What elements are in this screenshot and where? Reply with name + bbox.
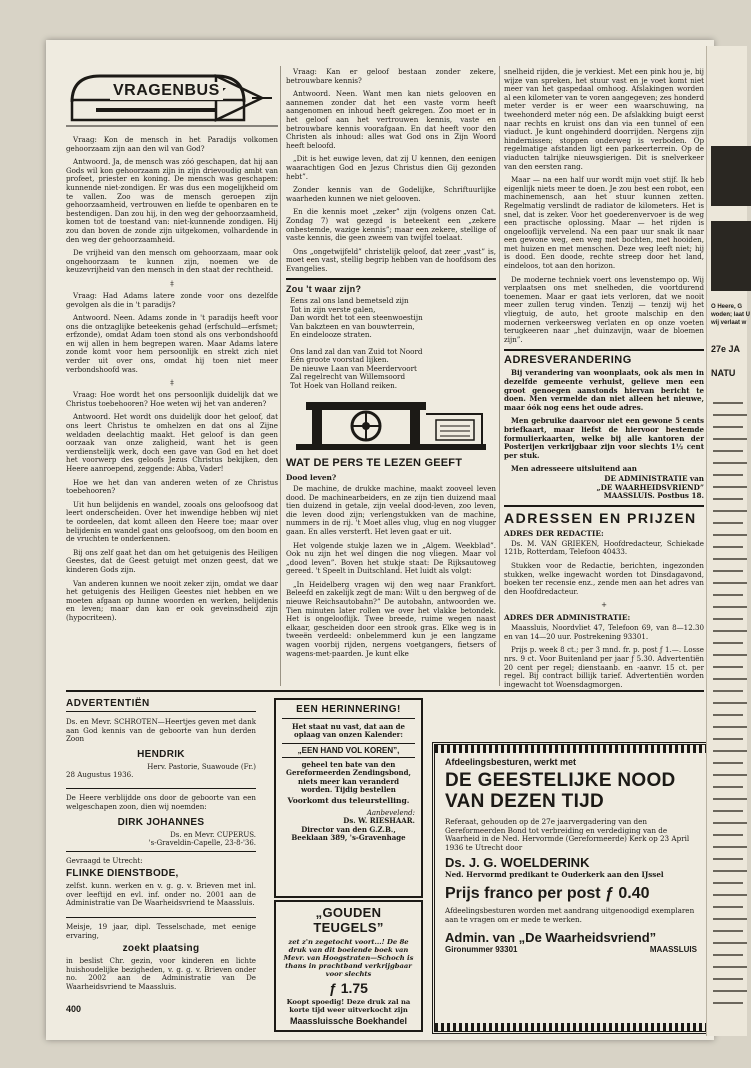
notice-text: Bij verandering van woonplaats, ook als men in dezelfde gemeente verhuist, gelieve men een groot genoegen aanstonds hiervan bericht te doen. Men vermelde dan niet alleen het nieuwe, maar óók nog eens het oude adres. (504, 368, 704, 412)
poem-line: Ons land zal dan van Zuid tot Noord (290, 346, 423, 356)
text-line (713, 570, 743, 572)
text-line (713, 534, 747, 536)
ad-text: zelfst. kunn. werken en v. g. g. v. Brieven met inl. over leeftijd en evl. inf. onder no. 2001 aan de Administratie van De Waarheidsvriend te Maassluis. (66, 881, 256, 908)
poem-line: Van bakzteen en van bouwterrein, (290, 321, 415, 331)
poem-line: Tot Hoek van Holland reiken. (290, 380, 397, 390)
job-ad (66, 855, 256, 918)
column-rule (499, 66, 500, 686)
ad-text: Meisje, 19 jaar, dipl. Tesselschade, met eenige ervaring, (66, 921, 256, 940)
gouden-teugels-ad (274, 900, 423, 1032)
vragenbus-logo (66, 68, 278, 130)
text-line (713, 978, 743, 980)
poem-line: En eindelooze straten. (290, 330, 372, 340)
text-line (713, 558, 747, 560)
text-line (713, 462, 747, 464)
masthead-fragment (711, 221, 751, 291)
ad-text: Referaat, gehouden op de 27e jaarvergadering van den Gereformeerden Bond tot verbreiding en verdediging van de Waarheid in de Ned. Hervormde (Gereformeerde) Kerk op 23 April 1936 te Utrecht door (445, 817, 690, 852)
notice-signature: „DE WAARHEIDSVRIEND” (596, 482, 704, 492)
text-line (713, 546, 743, 548)
text-line (713, 498, 743, 500)
birth-announcement (66, 716, 256, 789)
speaker-name: Ds. J. G. WOELDERINK (445, 855, 590, 871)
ad-text: Ds. en Mevr. SCHROTEN—Heertjes geven met dank aan God kennis van de geboorte van hun derden Zoon (66, 717, 256, 744)
text-line (713, 834, 743, 836)
text-line (713, 942, 747, 944)
giro-row (445, 945, 697, 954)
text-line (713, 786, 743, 788)
text-line (713, 954, 743, 956)
next-page-text: O Heere, G (711, 304, 743, 310)
text-line (713, 738, 743, 740)
decorative-border (435, 1023, 707, 1031)
bookshop-name: Maassluissche Boekhandel (289, 1016, 408, 1026)
plus-icon: + (601, 601, 607, 610)
giro-number: Gironummer 93301 (445, 945, 518, 955)
text-line (713, 402, 743, 404)
answer-text: Zonder kennis van de Godelijke, Schriftuurlijke waarheden kunnen we niet gelooven. (286, 185, 496, 203)
answer-text: Antwoord. Ja, de mensch was zóó geschapen, dat hij aan Gods wil kon gehoorzaam zijn in zijn drievoudig ambt van profeet, priester en koning. De mensch was geschapen: kunnende niet-zondigen. Er was dus een mogelijkheid om te vallen. Zoo was de mensch geroepen zijn gehoorzaamheid, vertrouwen en liefde te openbaren en te bestendigen. Dan zou hij, in den weg der gehoorzaamheid, komen tot de toestand van: niet-kunnende zondigen. Hij zou dan boven de zonde zijn uitgekomen, volhardende in den weg der gehoorzaamheid. (66, 157, 278, 244)
book-price: ƒ 1.75 (329, 980, 368, 996)
next-page-text: wij verlaat w (711, 320, 747, 326)
column-rule (280, 66, 281, 686)
administratie-text: Prijs p. week 8 ct.; per 3 mnd. fr. p. post ƒ 1.—. Losse nrs. 9 ct. Voor Buitenland per jaar ƒ 5.30. Advertentiën 20 cent per regel; dienstaanb. en -aanvr. 15 ct. per regel. Bij contract billijk tarief. Advertentiën worden ingewacht tot Woensdagmorgen. (504, 645, 704, 689)
poem-title: Zou 't waar zijn? (286, 284, 362, 295)
ad-text: Voorkomt dus teleurstelling. (287, 796, 410, 806)
text-line (713, 582, 747, 584)
geestelijke-nood-ad (432, 742, 710, 1034)
column-right (504, 68, 704, 694)
press-text: Maar — na een half uur wordt mijn voet stijf. Ik heb eigenlijk niets meer te doen. Je zou best een robot, een machinemensch, aan het stuur kunnen zetten. Regelmatig verslindt de radiator de kilometers. Het is snel, dat is zeker. Voor het goederenvervoer is de weg een practische oplossing. Maar — het rijden is ongelooflijk vervelend. Na een paar uur snak ik naar een gewone weg, een weg met bochten, met hooiden, met huizen en met menschen. Deze weg leeft niet; hij is dood. Een doode, rechte streep door het land, eindeloos, tot aan den horizon. (504, 175, 704, 271)
birth-announcement (66, 792, 256, 851)
text-line (713, 846, 747, 848)
answer-text: Antwoord. Neen. Want men kan niets gelooven en aannemen zonder dat het een vaste vorm heeft aangenomen en inhoud heeft gekregen. Zoo moet er in het geloof aan het vertrouwen kennis, vaste en betrouwbare kennis voorafgaan. En dat heeft voor den Christen als inhoud: alles wat God ons in Zijn Woord heeft beloofd. (286, 89, 496, 150)
poem-line: De nieuwe Laan van Meerdervoort (290, 363, 417, 373)
herinnering-ad (274, 698, 423, 898)
ad-name: DIRK JOHANNES (117, 816, 205, 828)
book-title: „GOUDEN TEUGELS” (313, 905, 384, 935)
answer-text: Ons „ongetwijfeld” christelijk geloof, dat zeer „vast” is, moet een vast, stellig begrip hebben van de hoofdsom des Evangelies. (286, 246, 496, 273)
text-line (713, 678, 747, 680)
redactie-text: Ds. M. VAN GRIEKEN, Hoofdredacteur, Schiekade 121b, Rotterdam, Telefoon 40433. (504, 538, 704, 557)
poem-line: Tot in zijn verste galen, (290, 304, 376, 314)
text-line (713, 606, 747, 608)
press-subtitle: Dood leven? (286, 472, 337, 482)
ad-signature: 's-Graveldin-Capelle, 23-8-'36. (148, 838, 256, 847)
notice-signature: DE ADMINISTRATIE van (604, 473, 704, 483)
advertisements-column (66, 698, 256, 1004)
ad-date: 28 Augustus 1936. (66, 769, 134, 779)
text-line (713, 642, 743, 644)
text-line (713, 966, 747, 968)
text-line (713, 726, 747, 728)
answer-text: Antwoord. Het wordt ons duidelijk door het geloof, dat ons leert Christus te omhelzen en dat ons al Zijne weldaden deelachtig maakt. Het geloof is dan geen oorzaak van onze zaligheid, want het is geen verdienstelijk werk, doch een gave van God en het doet het voorwerp des geloofs Jezus Christus bekijken, den Heere aanroepend, zeggende: Abba, Vader! (66, 412, 278, 473)
poem-line: Eén groote voorstad lijken. (290, 355, 389, 365)
ad-intro: Afdeelingsbesturen, werkt met (445, 757, 577, 767)
text-line (713, 594, 743, 596)
text-line (713, 618, 743, 620)
text-line (713, 774, 747, 776)
ad-name: FLINKE DIENSTBODE, (66, 868, 179, 880)
text-line (713, 690, 743, 692)
brochure-price: Prijs franco per post ƒ 0.40 (445, 884, 650, 902)
brochure-title: DE GEESTELIJKE NOOD (445, 770, 676, 791)
text-line (713, 654, 747, 656)
text-line (713, 450, 743, 452)
poem-line: Dan wordt het tot een steenwoestijn (290, 313, 423, 323)
text-line (713, 522, 743, 524)
text-line (713, 414, 747, 416)
administratie-text: Maassluis, Noordvliet 47, Telefoon 69, van 8—12.30 en van 14—20 uur. Postrekening 93301. (504, 623, 704, 641)
column-middle (286, 68, 496, 663)
answer-text: Antwoord. Neen. Adams zonde in 't paradijs heeft voor ons die ontzaglijke beteekenis gehad (erfschuld—erfsmet; erfzonde), omdat Adam toen stond als ons verbondshoofd en wij allen in hem begrepen waren. Maar Adams latere zonde komt voor hem persoonlijk en strekt zich niet verder uit over ons, omdat hij toen niet meer verbondshoofd was. (66, 313, 278, 374)
text-line (713, 666, 743, 668)
redactie-text: Stukken voor de Redactie, berichten, ingezonden stukken, welke ingewacht worden tot Dinsdagavond, boeken ter recensie enz., zende men aan het adres van den Hoofdredacteur. (504, 560, 704, 596)
question-text: Vraag: Kan er geloof bestaan zonder zekere, betrouwbare kennis? (286, 67, 496, 85)
text-line (713, 486, 747, 488)
text-line (713, 438, 747, 440)
ad-text: Het staat nu vast, dat aan de oplaag van onzen Kalender: (292, 722, 405, 740)
printing-press-icon (286, 396, 496, 454)
place-name: MAASSLUIS (649, 945, 697, 955)
ad-text: Gevraagd te Utrecht: (66, 855, 143, 865)
text-line (713, 474, 743, 476)
divider (286, 278, 496, 280)
text-line (713, 714, 743, 716)
press-section-title: WAT DE PERS TE LEZEN GEEFT (286, 456, 463, 469)
ad-name: zoekt plaatsing (122, 943, 200, 955)
text-line (713, 822, 747, 824)
ad-text: Aanbevelend: (366, 808, 415, 817)
separator-icon: ‡ (170, 279, 174, 288)
advertisements-header: ADVERTENTIËN (66, 698, 256, 712)
redactie-heading: ADRES DER REDACTIE: (504, 528, 604, 538)
ad-text: Koopt spoedig! Deze druk zal na korte tijd weer uitverkocht zijn (286, 998, 411, 1014)
text-line (713, 1002, 743, 1004)
text-line (713, 762, 743, 764)
answer-text: „Dit is het euwige leven, dat zij U kennen, den eenigen waarachtigen God en Jezus Christus dien Gij gezonden hebt”. (286, 154, 496, 181)
ad-signature: Ds. en Mevr. CUPERUS. (170, 830, 256, 839)
text-line (713, 750, 747, 752)
text-line (713, 702, 747, 704)
page-number: 400 (66, 1004, 82, 1014)
ad-text: De Heere verblijdde ons door de geboorte van een welgeschapen zoon, dien wij noemden: (66, 793, 256, 811)
section-rule (66, 690, 704, 692)
brochure-title: VAN DEZEN TIJD (445, 791, 605, 812)
text-line (713, 810, 743, 812)
notice-text: Men gebruike daarvoor niet een gewone 5 cents briefkaart, maar liefst de hiervoor bestemde formulierkaarten, welke bij alle kantoren der Posterijen verkrijgbaar zijn voor slechts 1½ cent per stuk. (504, 416, 704, 460)
poem-line: Eens zal ons land bemetseld zijn (290, 296, 409, 306)
admin-name: Admin. van „De Waarheidsvriend” (445, 930, 657, 946)
text-line (713, 426, 743, 428)
answer-text: Bij ons zelf gaat het dan om het getuigenis des Heiligen Geestes, dat de Geest getuigt met onzen geest, dat we kinderen Gods zijn. (66, 547, 278, 574)
herinnering-title: EEN HERINNERING! (282, 704, 415, 719)
answer-text: Hoe we het dan van anderen weten of ze Christus toebehooren? (66, 477, 278, 496)
separator-icon: ‡ (170, 379, 174, 388)
decorative-border (435, 745, 707, 753)
text-line (713, 918, 747, 920)
notice-text: Men adresseere uitsluitend aan (511, 464, 637, 474)
answer-text: En die kennis moet „zeker” zijn (volgens onzen Cat. Zondag 7) wat gezegd is beteekent een „zekere onbestemde, wazige kennis”; maar een zekere, stellige of vaste kennis, die geen zweem van twijfel toelaat. (286, 207, 496, 243)
notice-signature: MAASSLUIS. Postbus 18. (603, 491, 704, 501)
newspaper-page (46, 40, 714, 1040)
ad-signature: Director van den G.Z.B., Beeklaan 389, 's-Gravenhage (291, 824, 406, 843)
adresverandering-title: ADRESVERANDERING (504, 349, 704, 366)
text-line (713, 990, 747, 992)
text-line (713, 870, 747, 872)
ad-signature: Herv. Pastorie, Suawoude (Fr.) (147, 762, 256, 771)
text-line (713, 906, 743, 908)
speaker-subtitle: Ned. Hervormd predikant te Ouderkerk aan den IJssel (445, 870, 664, 880)
text-line (713, 510, 747, 512)
text-line (713, 630, 747, 632)
answer-text: Van anderen kunnen we nooit zeker zijn, omdat we daar het getuigenis des Heiligen Geestes niet hebben en we moeten afgaan op hunne woorden en werken, belijdenis en leven; maar dan kan er ook geveinsdheid zijn (hypocriteen). (66, 578, 278, 622)
ad-text: geheel ten bate van den Gereformeerden Zendingsbond, niets meer kan veranderd worden. Tijdig bestellen (286, 759, 411, 795)
question-text: Vraag: Had Adams latere zonde voor ons dezelfde gevolgen als die in 't paradijs? (66, 290, 278, 309)
question-text: Vraag: Hoe wordt het ons persoonlijk duidelijk dat we Christus toebehooren? Hoe weten wij het van anderen? (66, 390, 278, 408)
question-text: Vraag: Kon de mensch in het Paradijs volkomen gehoorzaam zijn aan den wil van God? (66, 135, 278, 153)
next-page-text: NATU (711, 368, 736, 378)
press-text: snelheid rijden, die je verkiest. Met een pink hou je, bij wijze van spreken, het stuur vast en je voet komt niet meer van het gaspedaal omhoog. Afslakingen worden al een kilometer van te voren aangegeven; zes honderd meter verder is er weer een waarschuwing, na tweehonderd meter nóg een. De afslakking buigt eerst naar rechts en kruist ons dan via een tunnel of een viaduct. Je kunt ongehinderd doorrijden. Nergens zijn hindernissen; stoppen onderweg is verboden. Op regelmatige afstanden ligt een parkeerterrein. Op de viaducten talrijke nieuwsgierigen. Dit is snelverkeer van den eersten rang. (504, 67, 704, 171)
ad-text: zet z'n zegetocht voort...! De 8e druk van dit boeiende boek van Mevr. van Hoogstraten—Schoch is thans in prachtband verkrijgbaar voor slechts (283, 938, 414, 978)
ad-text: Afdeelingsbesturen worden met aandrang uitgenoodigd exemplaren aan te vragen om er mede te werken. (445, 905, 695, 924)
press-text: De machine, de drukke machine, maakt zooveel leven dood. De machinearbeiders, en ze zijn tien duizend maal tien duizend in getale, zijn veelal dood-leven, zoo leven, die leven dood zijn; verlengstukken van de machine, nummers in de rij. 't Moet alles vlug, vlug en nog vlugger gaan. En alles versterft. Het leven gaat er uit. (286, 483, 496, 536)
column-vragenbus (66, 68, 278, 628)
ad-text: in beslist Chr. gezin, voor kinderen en lichte huishoudelijke bezigheden, v. g. g. v. Brieven onder no. 2002 aan de Administratie van De Waarheidsvriend te Maassluis. (66, 956, 256, 991)
masthead-fragment (711, 146, 751, 206)
text-line (713, 798, 747, 800)
job-ad (66, 921, 256, 1001)
ad-signature: Ds. W. RIESHAAR. (343, 816, 415, 826)
text-line (713, 894, 747, 896)
press-text: „In Heidelberg vragen wij den weg naar Frankfort. Beleefd en zakelijk zegt de man: Wilt u den bergweg of de nieuwe Reichsautobahn?” De autobahn, antwoorden we. Tien minuten later rollen we over het vlakke betondek. Het is ongelooflijk. Twee breede, ruime wegen naast elkaar, gescheiden door een strook gras. Elke weg is in tweeën verdeeld: onbelemmerd kun je een langzame wagen voorbij rijden, nergens voetgangers, fietsers of wagens-met-paarden. Je kunt elke (286, 579, 496, 658)
text-line (713, 882, 743, 884)
next-page-text: woden; laat U (711, 312, 751, 318)
text-line (713, 858, 743, 860)
press-text: De moderne techniek voert ons levenstempo op. Wij verplaatsen ons met snelheden, die voortdurend toenemen. Maar er gaat iets verloren, dat we nooit meer zullen terug vinden. Tenzij — tenzij wij het vliegtuig, de auto, het groote malschip en den modernen verkeersweg verlaten en op onze voeten terugkeeren naar „het duinzavijn, waar de bloemen zijn”. (504, 274, 704, 344)
calendar-title: „EEN HAND VOL KOREN”, (282, 743, 415, 758)
answer-text: De vrijheid van den mensch om gehoorzaam, maar ook ongehoorzaam te kunnen zijn, noemen we de keuzevrijheid van den mensch in den staat der rechtheid. (66, 248, 278, 275)
prijzen-title: ADRESSEN EN PRIJZEN (504, 505, 704, 526)
next-page-edge (706, 46, 751, 1036)
press-illustration (286, 396, 496, 454)
answer-text: Uit hun belijdenis en wandel, zooals ons geloofsoog dat leert onderscheiden. Over het inwendige hebben wij niet te oordeelen, dat komt alleen den Heere toe; maar over belijdenis en wandel gaat ons geloofsoog, om den boom en de vruchten te onderkennen. (66, 499, 278, 544)
ad-name: HENDRIK (137, 748, 185, 760)
poem (290, 297, 496, 389)
next-page-text: 27e JA (711, 344, 741, 354)
text-line (713, 930, 743, 932)
administratie-heading: ADRES DER ADMINISTRATIE: (504, 613, 631, 623)
logo-title: VRAGENBUS (110, 82, 223, 100)
poem-line: Zal regelrecht van Willemsoord (290, 372, 406, 382)
press-text: Het volgende stukje lazen we in „Algem. Weekblad”. Ook nu zijn het wel dingen die nog vliegen. Maar vol „dood leven”. Boven het stukje staat: De Rijksautoweg gereed. 't Speelt in Duitschland. Het luidt als volgt: (286, 540, 496, 576)
